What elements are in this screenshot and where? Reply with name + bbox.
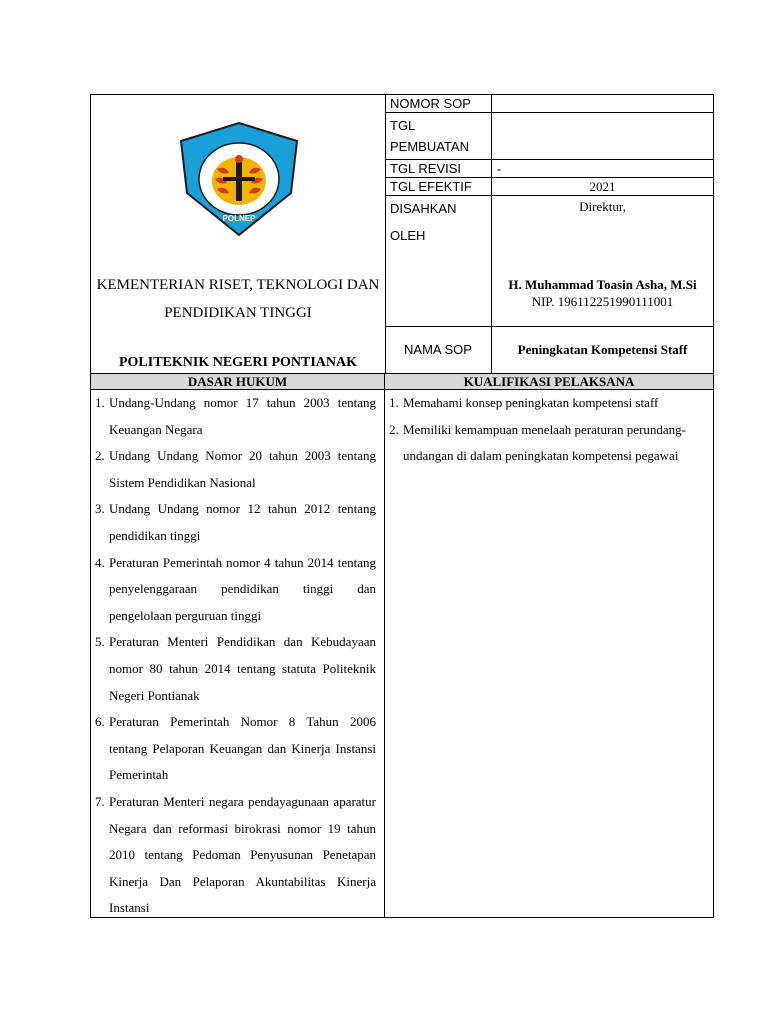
list-item: 7. Peraturan Menteri negara pendayagunaan aparatur Negara dan reformasi birokrasi nomor 19 tahun 2010 tentang Pedoman Penyusunan Penetapan Kinerja Dan Pelaporan Akuntabilitas Kinerja Instansi — [95, 793, 376, 916]
institution-name: POLITEKNIK NEGERI PONTIANAK — [118, 355, 358, 370]
approver-name: H. Muhammad Toasin Asha, M.Si — [508, 277, 697, 292]
list-item: 5. Peraturan Menteri Pendidikan dan Kebudayaan nomor 80 tahun 2014 tentang statuta Politeknik Negeri Pontianak — [95, 634, 376, 703]
dasar-hukum-list — [91, 390, 384, 917]
kualifikasi-list — [385, 390, 713, 470]
section-kualifikasi-heading: KUALIFIKASI PELAKSANA — [385, 373, 713, 390]
tgl-revisi-label: TGL REVISI — [385, 160, 491, 178]
sop-document — [90, 94, 714, 918]
list-item: 6. Peraturan Pemerintah Nomor 8 Tahun 2006 tentang Pelaporan Keuangan dan Kinerja Instansi Pemerintah — [95, 714, 376, 783]
list-item: 4. Peraturan Pemerintah nomor 4 tahun 2014 tentang penyelenggaraan pendidikan tinggi dan pengelolaan perguruan tinggi — [95, 554, 376, 623]
list-item: 3. Undang Undang nomor 12 tahun 2012 tentang pendidikan tinggi — [95, 501, 376, 543]
sop-metadata — [385, 95, 713, 373]
kualifikasi-column — [385, 390, 713, 917]
tgl-pembuatan-label: TGL PEMBUATAN — [385, 113, 491, 160]
header-identity — [91, 95, 386, 373]
nomor-sop-value — [491, 95, 713, 113]
approver-title: Direktur, — [579, 199, 626, 214]
tgl-revisi-value: - — [491, 160, 713, 178]
list-item: 2. Memiliki kemampuan menelaah peraturan perundang-undangan di dalam peningkatan kompetensi pegawai — [389, 421, 687, 464]
dasar-hukum-column — [91, 390, 385, 917]
list-item: 1. Memahami konsep peningkatan kompetensi staff — [389, 395, 659, 410]
disahkan-label: DISAHKAN OLEH — [385, 196, 491, 327]
nomor-sop-label: NOMOR SOP — [385, 95, 491, 113]
list-item: 2. Undang Undang Nomor 20 tahun 2003 tentang Sistem Pendidikan Nasional — [95, 448, 376, 490]
approver-nip: NIP. 196112251990111001 — [531, 294, 674, 309]
nama-sop-value: Peningkatan Kompetensi Staff — [491, 327, 713, 373]
section-dasar-hukum-heading: DASAR HUKUM — [91, 373, 385, 390]
logo-caption: POLNEP — [222, 214, 256, 223]
ministry-name: KEMENTERIAN RISET, TEKNOLOGI DAN PENDIDIKAN TINGGI — [96, 277, 380, 321]
tgl-efektif-label: TGL EFEKTIF — [385, 178, 491, 196]
list-item: 1. Undang-Undang nomor 17 tahun 2003 tentang Keuangan Negara — [95, 395, 376, 437]
polnep-logo-icon — [179, 121, 299, 237]
tgl-efektif-value: 2021 — [491, 178, 713, 196]
tgl-pembuatan-value — [491, 113, 713, 160]
nama-sop-label: NAMA SOP — [404, 342, 472, 357]
disahkan-value — [491, 196, 713, 327]
